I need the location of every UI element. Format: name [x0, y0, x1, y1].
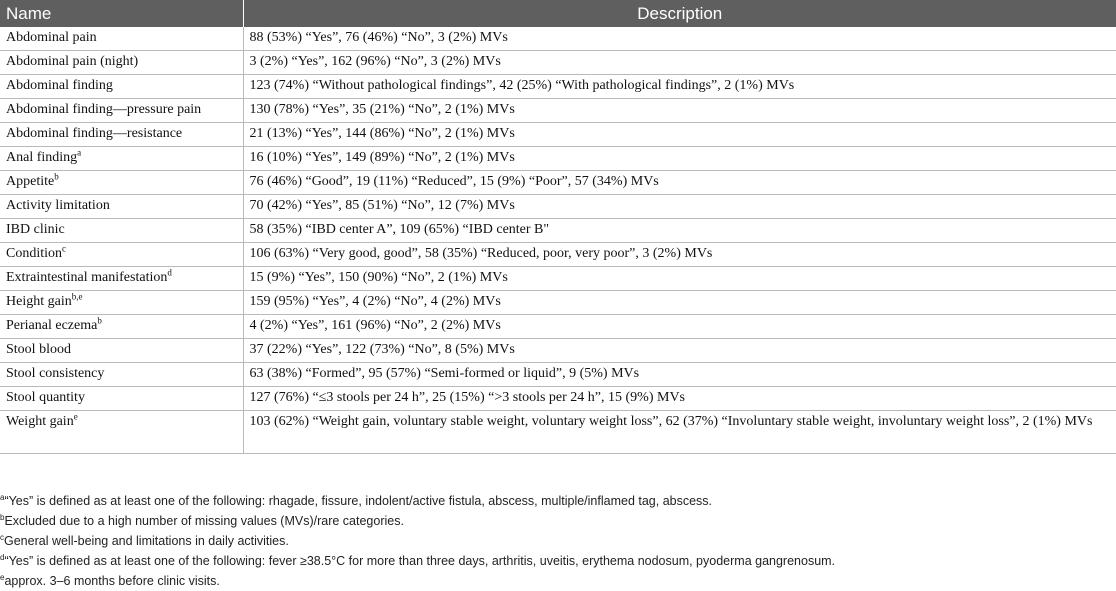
- footnote-marker: b: [54, 171, 59, 182]
- footnote: [0, 568, 1110, 588]
- footnote: [0, 528, 1110, 548]
- row-description: 37 (22%) “Yes”, 122 (73%) “No”, 8 (5%) MVs: [243, 339, 1116, 363]
- footnote-marker: b,e: [71, 291, 83, 302]
- footnote-mark: a: [0, 493, 5, 502]
- table-row: [0, 267, 1116, 291]
- row-name-cell: [0, 75, 243, 99]
- table-row: [0, 171, 1116, 195]
- footnote-mark: b: [0, 513, 5, 522]
- row-description: 76 (46%) “Good”, 19 (11%) “Reduced”, 15 (9%) “Poor”, 57 (34%) MVs: [243, 171, 1116, 195]
- row-description: 127 (76%) “≤3 stools per 24 h”, 25 (15%) “>3 stools per 24 h”, 15 (9%) MVs: [243, 387, 1116, 411]
- footnote-text: “Yes” is defined as at least one of the following: rhagade, fissure, indolent/active fistula, abscess, multiple/inflamed tag, abscess.: [4, 494, 713, 509]
- footnote-mark: d: [0, 553, 5, 562]
- table-row: [0, 387, 1116, 411]
- row-name: Height gain: [6, 294, 72, 309]
- row-name-cell: [0, 219, 243, 243]
- table-row: [0, 339, 1116, 363]
- row-description: 63 (38%) “Formed”, 95 (57%) “Semi-formed or liquid”, 9 (5%) MVs: [243, 363, 1116, 387]
- table-row: [0, 27, 1116, 51]
- description-column-header: Description: [243, 0, 1116, 27]
- footnote-marker: c: [62, 243, 67, 254]
- row-name-cell: [0, 147, 243, 171]
- row-name: Abdominal pain: [6, 30, 97, 45]
- footnote-text: Excluded due to a high number of missing values (MVs)/rare categories.: [4, 514, 404, 529]
- footnote: [0, 548, 1110, 568]
- footnote-marker: a: [77, 147, 82, 158]
- table-row: [0, 195, 1116, 219]
- name-column-header: Name: [0, 0, 243, 27]
- row-description: 70 (42%) “Yes”, 85 (51%) “No”, 12 (7%) MVs: [243, 195, 1116, 219]
- row-description: 3 (2%) “Yes”, 162 (96%) “No”, 3 (2%) MVs: [243, 51, 1116, 75]
- footnote-mark: c: [0, 533, 4, 542]
- row-description: 58 (35%) “IBD center A”, 109 (65%) “IBD center B": [243, 219, 1116, 243]
- row-name: Abdominal pain (night): [6, 54, 139, 69]
- row-name: Perianal eczema: [6, 318, 98, 333]
- row-description: 4 (2%) “Yes”, 161 (96%) “No”, 2 (2%) MVs: [243, 315, 1116, 339]
- row-name: Abdominal finding: [6, 78, 113, 93]
- row-name: Extraintestinal manifestation: [6, 270, 168, 285]
- table-row: [0, 243, 1116, 267]
- row-name-cell: [0, 171, 243, 195]
- table-row: [0, 99, 1116, 123]
- table-row: [0, 363, 1116, 387]
- footnote-marker: b: [97, 315, 102, 326]
- row-name-cell: [0, 339, 243, 363]
- row-name-cell: [0, 99, 243, 123]
- row-name: Stool quantity: [6, 390, 85, 405]
- row-description: 159 (95%) “Yes”, 4 (2%) “No”, 4 (2%) MVs: [243, 291, 1116, 315]
- row-name: Abdominal finding—pressure pain: [6, 102, 202, 117]
- row-name-cell: [0, 291, 243, 315]
- footnote-marker: d: [167, 267, 172, 278]
- footnote-marker: e: [73, 411, 78, 422]
- row-description: 16 (10%) “Yes”, 149 (89%) “No”, 2 (1%) MVs: [243, 147, 1116, 171]
- row-description: 15 (9%) “Yes”, 150 (90%) “No”, 2 (1%) MVs: [243, 267, 1116, 291]
- table-row: [0, 291, 1116, 315]
- footnote: [0, 488, 1110, 508]
- footnote: [0, 508, 1110, 528]
- footnote-mark: e: [0, 573, 5, 582]
- row-name-cell: [0, 387, 243, 411]
- table-row: [0, 219, 1116, 243]
- row-name-cell: [0, 267, 243, 291]
- row-name: Abdominal finding—resistance: [6, 126, 183, 141]
- table-row: [0, 123, 1116, 147]
- row-name-cell: [0, 315, 243, 339]
- footnote-text: “Yes” is defined as at least one of the following: fever ≥38.5°C for more than three days, arthritis, uveitis, erythema nodosum, pyoderma gangrenosum.: [4, 554, 836, 569]
- row-name: Condition: [6, 246, 63, 261]
- row-description: 106 (63%) “Very good, good”, 58 (35%) “Reduced, poor, very poor”, 3 (2%) MVs: [243, 243, 1116, 267]
- table-body: [0, 27, 1116, 454]
- row-name: Weight gain: [6, 414, 74, 429]
- row-name-cell: [0, 123, 243, 147]
- row-name: Appetite: [6, 174, 55, 189]
- row-name: Anal finding: [6, 150, 78, 165]
- table-header-row: [0, 0, 1116, 27]
- row-description: 123 (74%) “Without pathological findings”, 42 (25%) “With pathological findings”, 2 (1%) MVs: [243, 75, 1116, 99]
- row-description: 88 (53%) “Yes”, 76 (46%) “No”, 3 (2%) MVs: [243, 27, 1116, 51]
- row-description: 103 (62%) “Weight gain, voluntary stable weight, voluntary weight loss”, 62 (37%) “Involuntary stable weight, involuntary weight loss”, 2 (1%) MVs: [243, 411, 1116, 454]
- table-row: [0, 411, 1116, 454]
- row-name: Activity limitation: [6, 198, 110, 213]
- footnote-text: General well-being and limitations in daily activities.: [4, 534, 289, 549]
- row-description: 130 (78%) “Yes”, 35 (21%) “No”, 2 (1%) MVs: [243, 99, 1116, 123]
- row-name-cell: [0, 195, 243, 219]
- row-name-cell: [0, 363, 243, 387]
- footnote-text: approx. 3–6 months before clinic visits.: [4, 574, 220, 589]
- table-footnotes: [0, 488, 1110, 588]
- row-name-cell: [0, 243, 243, 267]
- table-row: [0, 51, 1116, 75]
- row-name-cell: [0, 411, 243, 454]
- row-name: Stool consistency: [6, 366, 105, 381]
- row-name: Stool blood: [6, 342, 71, 357]
- row-name: IBD clinic: [6, 222, 65, 237]
- table-row: [0, 75, 1116, 99]
- row-name-cell: [0, 51, 243, 75]
- row-name-cell: [0, 27, 243, 51]
- table-row: [0, 315, 1116, 339]
- table-row: [0, 147, 1116, 171]
- row-description: 21 (13%) “Yes”, 144 (86%) “No”, 2 (1%) MVs: [243, 123, 1116, 147]
